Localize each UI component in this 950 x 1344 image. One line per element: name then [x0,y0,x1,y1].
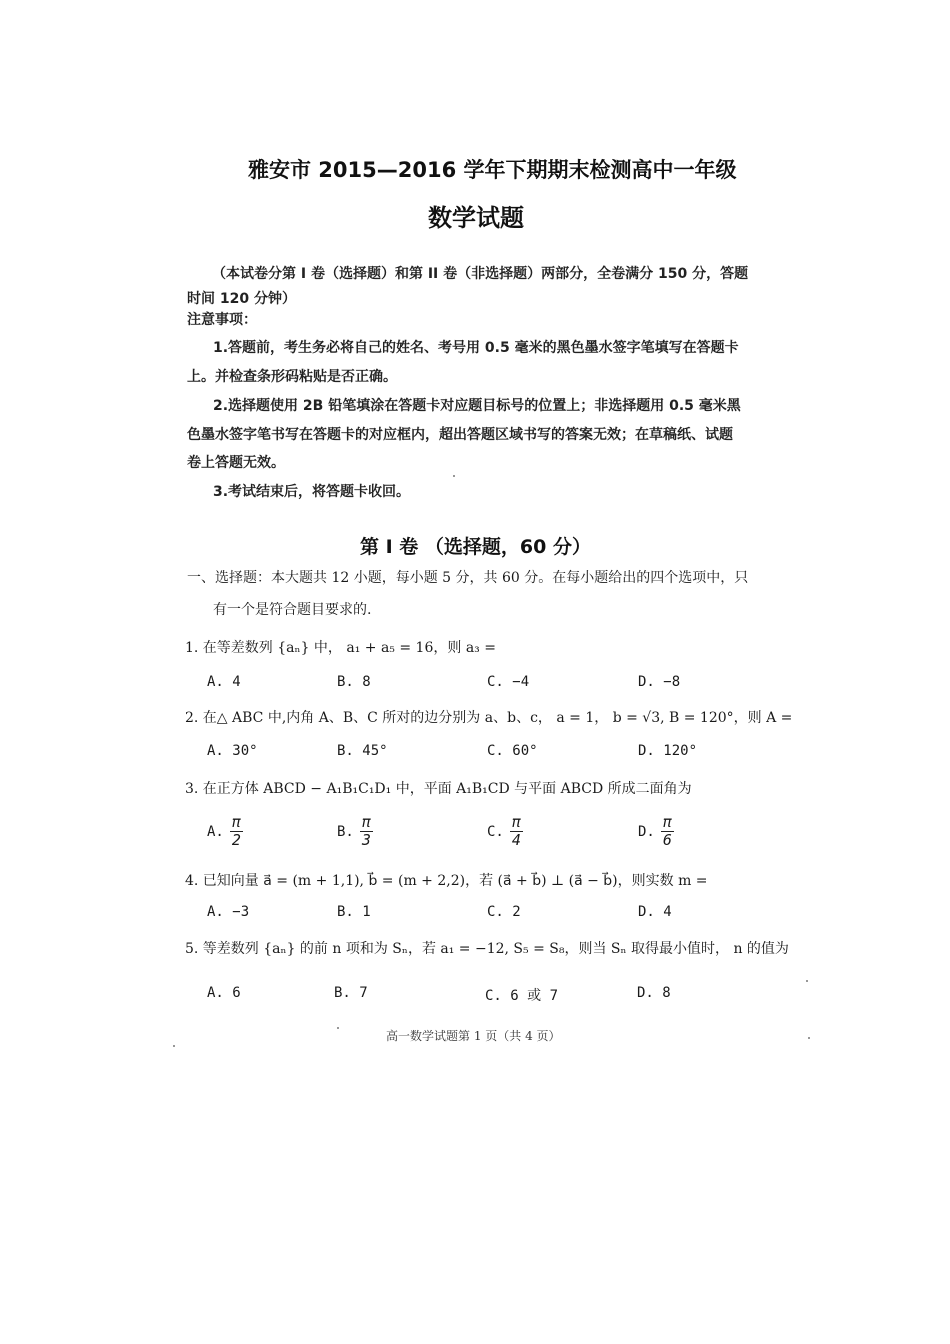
question-2-option-a: A. 30° [207,743,258,759]
question-1-option-d: D. −8 [638,674,681,690]
question-3-option-c: C. $\frac{\pi}{4}$ [487,813,521,849]
question-4-option-b: B. 1 [337,904,371,920]
question-1-option-c: C. −4 [487,674,530,690]
scan-speck [173,1045,175,1047]
question-4-option-d: D. 4 [638,904,672,920]
question-2-option-b: B. 45° [337,743,388,759]
question-4-option-a: A. −3 [207,904,250,920]
exam-title: 雅安市 2015—2016 学年下期期末检测高中一年级 [248,158,737,182]
scan-speck [337,1027,339,1029]
question-5-stem: 5. 等差数列 {aₙ} 的前 n 项和为 Sₙ，若 a₁ = −12, S₅ = S₈，则当 Sₙ 取得最小值时， n 的值为 [185,941,789,957]
intro-line-1: （本试卷分第 I 卷（选择题）和第 II 卷（非选择题）两部分，全卷满分 150 分，答题 [212,266,749,282]
notice-item-1-line-1: 1.答题前，考生务必将自己的姓名、考号用 0.5 毫米的黑色墨水签字笔填写在答题卡 [213,340,739,356]
question-1-option-b: B. 8 [337,674,371,690]
section-title: 第 I 卷 （选择题，60 分） [360,536,591,558]
page-footer: 高一数学试题第 1 页（共 4 页） [386,1029,561,1043]
fraction-pi-over-4: $\frac{\pi}{4}$ [511,813,521,849]
question-3-option-b: B. $\frac{\pi}{3}$ [337,813,371,849]
question-1-option-a: A. 4 [207,674,241,690]
notice-heading: 注意事项： [187,312,257,328]
section-instruction-line-2: 有一个是符合题目要求的. [213,602,372,618]
question-2-option-c: C. 60° [487,743,538,759]
question-3-stem: 3. 在正方体 ABCD − A₁B₁C₁D₁ 中，平面 A₁B₁CD 与平面 ABCD 所成二面角为 [185,781,692,797]
question-2-option-d: D. 120° [638,743,698,759]
fraction-pi-over-6: $\frac{\pi}{6}$ [662,813,672,849]
notice-item-3: 3.考试结束后，将答题卡收回。 [213,484,411,500]
notice-item-2-line-1: 2.选择题使用 2B 铅笔填涂在答题卡对应题目标号的位置上；非选择题用 0.5 毫米黑 [213,398,741,414]
fraction-pi-over-2: $\frac{\pi}{2}$ [231,813,241,849]
scan-speck [808,1037,810,1039]
question-5-option-d: D. 8 [637,985,671,1001]
section-instruction-line-1: 一、选择题：本大题共 12 小题，每小题 5 分，共 60 分。在每小题给出的四个选项中，只 [187,570,749,586]
question-3-option-d: D. $\frac{\pi}{6}$ [638,813,672,849]
question-2-stem: 2. 在△ ABC 中,内角 A、B、C 所对的边分别为 a、b、c， a = 1， b = √3, B = 120°，则 A = [185,710,793,726]
question-5-option-c: C. 6 或 7 [485,988,559,1004]
question-5-option-a: A. 6 [207,985,241,1001]
question-1-stem: 1. 在等差数列 {aₙ} 中， a₁ + a₅ = 16，则 a₃ = [185,640,496,656]
question-3-option-a: A. $\frac{\pi}{2}$ [207,813,241,849]
question-4-option-c: C. 2 [487,904,521,920]
question-5-option-b: B. 7 [334,985,368,1001]
fraction-pi-over-3: $\frac{\pi}{3}$ [361,813,371,849]
notice-item-2-line-2: 色墨水签字笔书写在答题卡的对应框内，超出答题区域书写的答案无效；在草稿纸、试题 [187,427,733,443]
question-4-stem: 4. 已知向量 a⃗ = (m + 1,1), b⃗ = (m + 2,2)，若 (a⃗ + b⃗) ⊥ (a⃗ − b⃗)，则实数 m = [185,873,708,889]
exam-subtitle: 数学试题 [428,204,524,232]
scan-speck [453,475,455,477]
intro-line-2: 时间 120 分钟） [187,291,296,307]
notice-item-2-line-3: 卷上答题无效。 [187,455,285,471]
scan-speck [806,980,808,982]
notice-item-1-line-2: 上。并检查条形码粘贴是否正确。 [187,369,397,385]
